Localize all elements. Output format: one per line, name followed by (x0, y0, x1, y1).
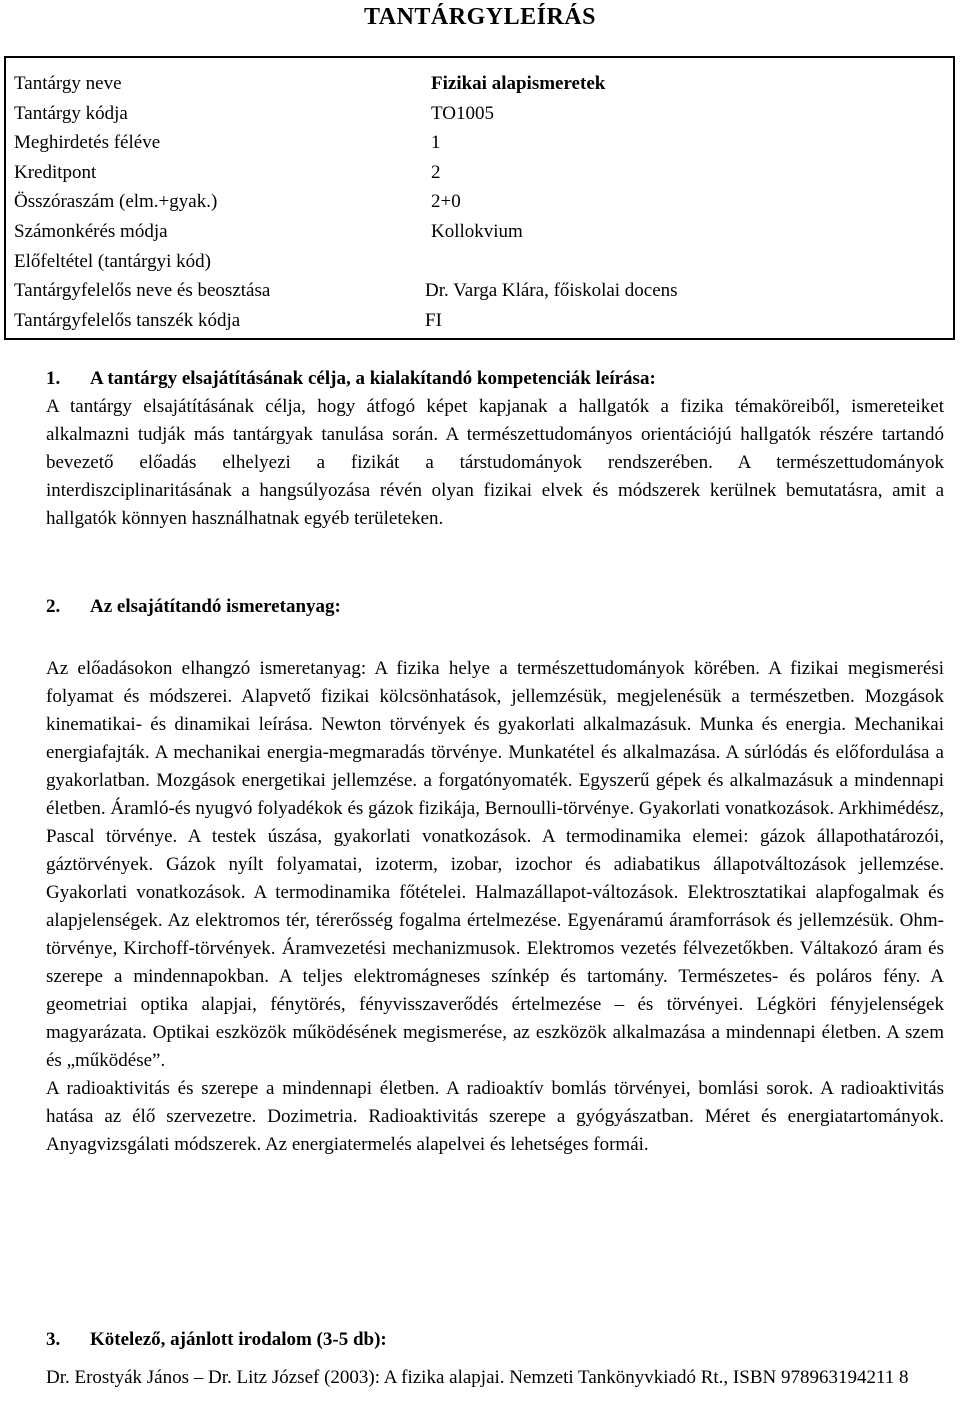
info-label: Tantárgyfelelős neve és beosztása (14, 280, 271, 302)
info-label: Összóraszám (elm.+gyak.) (14, 191, 218, 213)
section-heading (46, 593, 944, 621)
info-label: Számonkérés módja (14, 220, 168, 242)
info-value: FI (425, 309, 442, 331)
info-value: TO1005 (431, 102, 494, 124)
section-literature (46, 1326, 944, 1392)
info-row-assessment (14, 217, 953, 247)
info-row-department (14, 306, 953, 336)
info-row-course-code (14, 99, 953, 129)
info-row-credits (14, 158, 953, 188)
section-content (46, 593, 944, 1159)
section-title: Az elsajátítandó ismeretanyag: (90, 596, 341, 617)
info-value: Kollokvium (431, 220, 523, 242)
info-label: Tantárgy kódja (14, 102, 128, 124)
section-number: 1. (46, 368, 61, 389)
page-title: TANTÁRGYLEÍRÁS (364, 4, 596, 30)
info-value: Fizikai alapismeretek (431, 73, 606, 94)
section-number: 3. (46, 1329, 61, 1350)
section-title: A tantárgy elsajátításának célja, a kialakítandó kompetenciák leírása: (90, 368, 656, 389)
section-heading (46, 365, 944, 393)
info-row-prerequisite (14, 247, 953, 277)
info-value: 1 (431, 132, 441, 154)
section-number: 2. (46, 596, 61, 617)
info-row-responsible (14, 276, 953, 306)
info-value: Dr. Varga Klára, főiskolai docens (425, 280, 678, 302)
info-value: 2+0 (431, 191, 461, 213)
info-row-semester (14, 128, 953, 158)
info-label: Előfeltétel (tantárgyi kód) (14, 250, 211, 272)
course-info-table (4, 56, 955, 340)
section-paragraph: Az előadásokon elhangzó ismeretanyag: A fizika helye a természettudományok körében. A fizikai megismerési folyamat és módszerei. Alapvető fizikai kölcsönhatások, jellemzésük, megjelenésük a természetben. Mozgások kinematikai- és dinamikai leírása. Newton törvények és gyakorlati alkalmazásuk. Munka és energia. Mechanikai energiafajták. A mechanikai energia-megmaradás törvénye. Munkatétel és alkalmazása. A súrlódás és előfordulása a gyakorlatban. Mozgások energetikai jellemzése. a forgatónyomaték. Egyszerű gépek és alkalmazásuk a mindennapi életben. Áramló-és nyugvó folyadékok és gázok fizikája, Bernoulli-törvénye. Gyakorlati vonatkozások. Arkhimédész, Pascal törvénye. A testek úszása, gyakorlati vonatkozások. A termodinamika elemei: gázok állapothatározói, gáztörvények. Gázok nyílt folyamatai, izoterm, izobar, izochor és adiabatikus állapotváltozások jellemzése. Gyakorlati vonatkozások. A termodinamika főtételei. Halmazállapot-változások. Elektrosztatikai alapfogalmak és alapjelenségek. Az elektromos tér, térerősség fogalma értelmezése. Egyenáramú áramforrások és jellemzésük. Ohm-törvénye, Kirchoff-törvények. Áramvezetési mechanizmusok. Elektromos vezetés félvezetőkben. Váltakozó áram és szerepe a mindennapokban. A teljes elektromágneses színkép és tartomány. Természetes- és poláros fény. A geometriai optika alapjai, fénytörés, fényvisszaverődés értelmezése – és törvényei. Légköri fényjelenségek magyarázata. Optikai eszközök működésének megismerése, az eszközök alkalmazása a mindennapi életben. A szem és „működése”. (46, 658, 944, 1071)
info-label: Meghirdetés féléve (14, 132, 161, 154)
info-row-course-name (14, 69, 953, 99)
info-label: Tantárgyfelelős tanszék kódja (14, 309, 241, 331)
section-paragraph: A tantárgy elsajátításának célja, hogy átfogó képet kapjanak a hallgatók a fizika témaköreiből, ismereteiket alkalmazni tudják más tantárgyak tanulása során. A természettudományos orientációjú hallgatók részére tartandó bevezető előadás elhelyezi a fizikát a társtudományok rendszerében. A természettudományok interdiszciplinaritásának a hangsúlyozása révén olyan fizikai elvek és módszerek kerülnek bemutatásra, amit a hallgatók könnyen használhatnak egyéb területeken. (46, 396, 944, 529)
info-value: 2 (431, 161, 441, 183)
info-label: Tantárgy neve (14, 73, 122, 94)
literature-entry: Dr. Erostyák János – Dr. Litz József (2003): A fizika alapjai. Nemzeti Tankönyvkiadó Rt., ISBN 978963194211 8 (46, 1367, 909, 1388)
section-objectives (46, 365, 944, 533)
section-heading (46, 1326, 944, 1354)
info-label: Kreditpont (14, 161, 97, 183)
info-row-hours (14, 187, 953, 217)
section-title: Kötelező, ajánlott irodalom (3-5 db): (90, 1329, 387, 1350)
section-paragraph: A radioaktivitás és szerepe a mindennapi életben. A radioaktív bomlás törvényei, bomlási sorok. A radioaktivitás hatása az élő szervezetre. Dozimetria. Radioaktivitás szerepe a gyógyászatban. Méret és energiatartományok. Anyagvizsgálati módszerek. Az energiatermelés alapelvei és lehetséges formái. (46, 1078, 944, 1155)
